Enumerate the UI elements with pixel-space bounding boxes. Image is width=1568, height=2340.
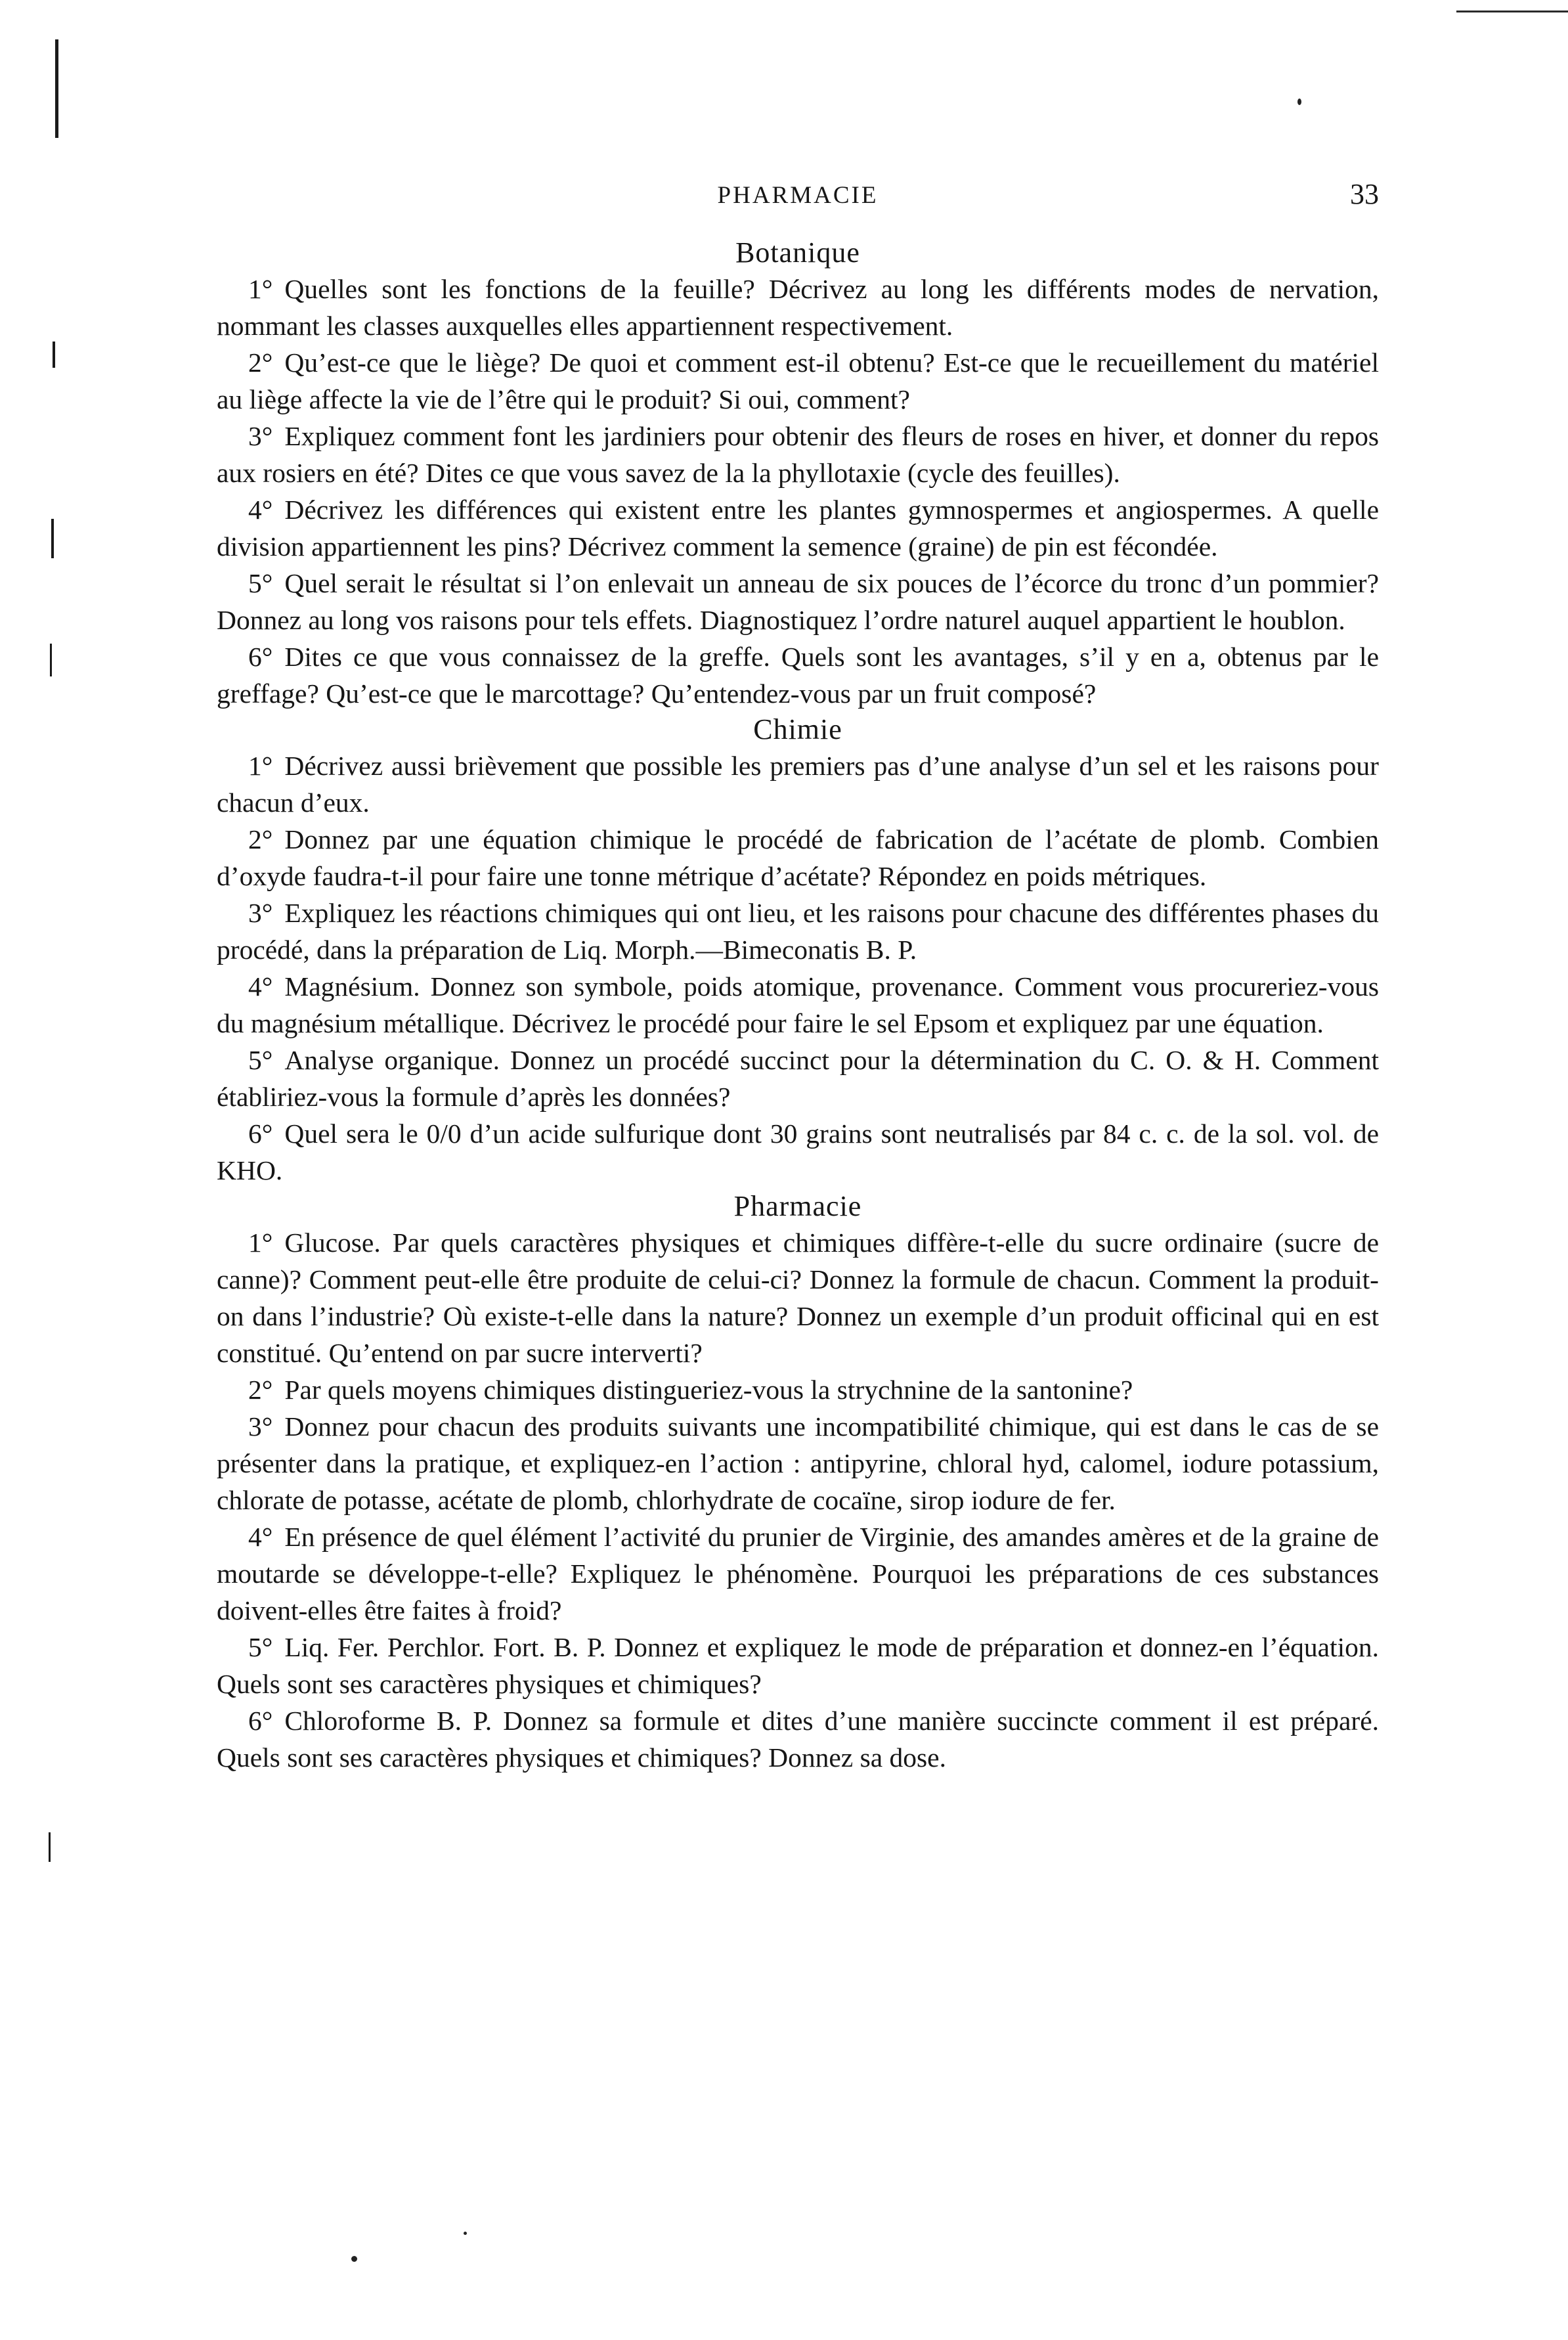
question-number: 6°	[248, 642, 273, 672]
left-margin-mark	[53, 342, 55, 368]
question	[217, 344, 1379, 418]
section-botanique	[217, 235, 1379, 712]
question	[217, 1629, 1379, 1702]
section-pharmacie	[217, 1189, 1379, 1776]
question-number: 1°	[248, 1227, 273, 1258]
question	[217, 1042, 1379, 1115]
question-text: Par quels moyens chimiques distingueriez-vous la strychnine de la santonine?	[284, 1375, 1133, 1405]
question	[217, 747, 1379, 821]
question-number: 3°	[248, 898, 273, 928]
question-number: 2°	[248, 347, 273, 378]
left-margin-mark	[49, 1832, 51, 1862]
left-margin-mark	[51, 519, 54, 558]
question-number: 3°	[248, 421, 273, 451]
page-content	[217, 235, 1379, 1776]
question	[217, 418, 1379, 491]
question-number: 5°	[248, 1045, 273, 1075]
section-heading: Chimie	[753, 713, 842, 745]
left-margin-mark	[55, 39, 58, 138]
left-margin-mark	[50, 644, 52, 676]
question-text: Expliquez les réactions chimiques qui ont lieu, et les raisons pour chacune des différentes phases du procédé, dans la préparation de Liq. Morph.—Bimeconatis B. P.	[217, 898, 1379, 965]
question-text: Analyse organique. Donnez un procédé succinct pour la détermination du C. O. & H. Comment établiriez-vous la formule d’après les données?	[217, 1045, 1379, 1112]
scan-speck	[464, 2232, 467, 2235]
question-text: Décrivez les différences qui existent entre les plantes gymnospermes et angiospermes. A quelle division appartiennent les pins? Décrivez comment la semence (graine) de pin est fécondée.	[217, 495, 1379, 562]
question-text: En présence de quel élément l’activité du prunier de Virginie, des amandes amères et de la graine de moutarde se développe-t-elle? Expliquez le phénomène. Pourquoi les préparations de ces substances doivent-elles être faites à froid?	[217, 1522, 1379, 1625]
question-number: 4°	[248, 495, 273, 525]
question	[217, 894, 1379, 968]
question-text: Glucose. Par quels caractères physiques et chimiques diffère-t-elle du sucre ordinaire (sucre de canne)? Comment peut-elle être produite de celui-ci? Donnez la formule de chacun. Comment la produit-on dans l’industrie? Où existe-t-elle dans la nature? Donnez un exemple d’un produit officinal qui en est constitué. Qu’entend on par sucre interverti?	[217, 1227, 1379, 1368]
scan-rule-mark	[1456, 11, 1568, 12]
scan-speck	[351, 2256, 357, 2262]
question-text: Quelles sont les fonctions de la feuille? Décrivez au long les différents modes de nervation, nommant les classes auxquelles elles appartiennent respectivement.	[217, 274, 1379, 341]
question-text: Qu’est-ce que le liège? De quoi et comment est-il obtenu? Est-ce que le recueillement du matériel au liège affecte la vie de l’être qui le produit? Si oui, comment?	[217, 347, 1379, 414]
question-number: 2°	[248, 1375, 273, 1405]
question-text: Décrivez aussi brièvement que possible les premiers pas d’une analyse d’un sel et les raisons pour chacun d’eux.	[217, 751, 1379, 818]
question-text: Magnésium. Donnez son symbole, poids atomique, provenance. Comment vous procureriez-vous du magnésium métallique. Décrivez le procédé pour faire le sel Epsom et expliquez par une équation.	[217, 971, 1379, 1038]
page-header	[217, 177, 1379, 217]
question-number: 6°	[248, 1706, 273, 1736]
question-number: 4°	[248, 1522, 273, 1552]
question-text: Expliquez comment font les jardiniers pour obtenir des fleurs de roses en hiver, et donner du repos aux rosiers en été? Dites ce que vous savez de la la phyllotaxie (cycle des feuilles).	[217, 421, 1379, 488]
question-text: Liq. Fer. Perchlor. Fort. B. P. Donnez et expliquez le mode de préparation et donnez-en l’équation. Quels sont ses caractères physiques et chimiques?	[217, 1632, 1379, 1699]
question	[217, 1518, 1379, 1629]
question-text: Donnez par une équation chimique le procédé de fabrication de l’acétate de plomb. Combien d’oxyde faudra-t-il pour faire une tonne métrique d’acétate? Répondez en poids métriques.	[217, 824, 1379, 891]
question	[217, 821, 1379, 894]
question	[217, 271, 1379, 344]
question-text: Dites ce que vous connaissez de la greffe. Quels sont les avantages, s’il y en a, obtenus par le greffage? Qu’est-ce que le marcottage? Qu’entendez-vous par un fruit composé?	[217, 642, 1379, 709]
question-text: Quel sera le 0/0 d’un acide sulfurique dont 30 grains sont neutralisés par 84 c. c. de la sol. vol. de KHO.	[217, 1118, 1379, 1185]
question-number: 5°	[248, 568, 273, 598]
question	[217, 1371, 1379, 1408]
question-text: Quel serait le résultat si l’on enlevait un anneau de six pouces de l’écorce du tronc d’un pommier? Donnez au long vos raisons pour tels effets. Diagnostiquez l’ordre naturel auquel appartient le houblon.	[217, 568, 1379, 635]
question-number: 6°	[248, 1118, 273, 1149]
section-chimie	[217, 712, 1379, 1189]
question-number: 2°	[248, 824, 273, 854]
scan-speck	[1297, 99, 1301, 105]
question-text: Donnez pour chacun des produits suivants une incompatibilité chimique, qui est dans le cas de se présenter dans la pratique, et expliquez-en l’action : antipyrine, chloral hyd, calomel, iodure potassium, chlorate de potasse, acétate de plomb, chlorhydrate de cocaïne, sirop iodure de fer.	[217, 1411, 1379, 1515]
running-title: PHARMACIE	[717, 182, 879, 209]
section-heading: Pharmacie	[733, 1190, 862, 1222]
question	[217, 491, 1379, 565]
question	[217, 1115, 1379, 1189]
question-number: 1°	[248, 274, 273, 304]
question	[217, 968, 1379, 1042]
question-number: 1°	[248, 751, 273, 781]
question	[217, 1702, 1379, 1776]
question	[217, 638, 1379, 712]
question	[217, 1224, 1379, 1371]
question-number: 5°	[248, 1632, 273, 1662]
question	[217, 1408, 1379, 1518]
question	[217, 565, 1379, 638]
question-number: 3°	[248, 1411, 273, 1442]
page-number: 33	[1350, 178, 1379, 210]
question-number: 4°	[248, 971, 273, 1002]
section-heading: Botanique	[735, 236, 860, 269]
question-text: Chloroforme B. P. Donnez sa formule et dites d’une manière succincte comment il est préparé. Quels sont ses caractères physiques et chimiques? Donnez sa dose.	[217, 1706, 1379, 1773]
